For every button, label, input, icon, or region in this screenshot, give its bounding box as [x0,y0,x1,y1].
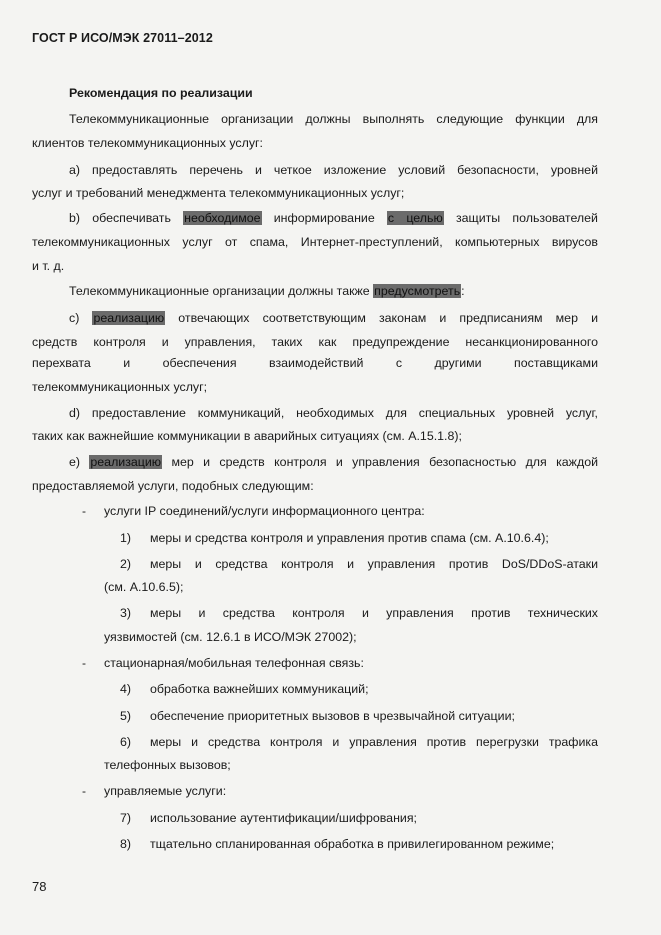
item-e-line2: предоставляемой услуги, подобных следующим: [32,479,314,493]
item-c-line1 [69,310,598,326]
list-text-4: обработка важнейших коммуникаций; [150,682,369,696]
item-c-prefix: с) [69,311,80,325]
section-title: Рекомендация по реализации [69,86,253,100]
list-item-6 [120,734,150,750]
para2-text: Телекоммуникационные организации должны также [69,284,370,298]
item-d-line2: таких как важнейшие коммуникации в аварийных ситуациях (см. А.15.1.8); [32,429,462,443]
list-text-7: использование аутентификации/шифрования; [150,811,417,825]
list-text-3-line1: меры и средства контроля и управления против технических [150,606,598,620]
dash-bullet-2: - [82,656,86,670]
item-b-text-3: защиты пользователей [455,211,598,225]
para2-line [69,283,465,299]
highlight-3: предусмотреть [374,284,461,298]
page-number: 78 [32,879,47,894]
item-d-line1: d) предоставление коммуникаций, необходимых для специальных уровней услуг, [69,406,598,420]
list-text-2-line2: (см. А.10.6.5); [104,580,184,594]
list-item-1 [120,530,549,546]
group3-title: управляемые услуги: [104,784,227,798]
item-b-line3: и т. д. [32,259,65,273]
item-c-line4: телекоммуникационных услуг; [32,380,208,394]
list-item-4 [120,681,369,697]
highlight-2: с целью [387,211,443,225]
list-number-3: 3) [120,606,132,620]
list-number-2: 2) [120,557,132,571]
para2-colon: : [461,284,465,298]
highlight-5: реализацию [90,455,162,469]
list-number-7: 7) [120,811,132,825]
list-item-3 [120,605,150,621]
list-number-8: 8) [120,837,132,851]
list-number-1: 1) [120,531,132,545]
list-number-4: 4) [120,682,132,696]
list-text-6-line2: телефонных вызовов; [104,758,231,772]
list-text-3-line2: уязвимостей (см. 12.6.1 в ИСО/МЭК 27002); [104,630,357,644]
list-text-6-line1: меры и средства контроля и управления против перегрузки трафика [150,735,598,749]
item-c-line3: перехвата и обеспечения взаимодействий с другими поставщиками [32,356,598,370]
para1-line2: клиентов телекоммуникационных услуг: [32,136,263,150]
para1-line1: Телекоммуникационные организации должны выполнять следующие функции для [69,112,598,126]
item-e-prefix: е) [69,455,81,469]
list-number-6: 6) [120,735,132,749]
item-b-text-1: b) обеспечивать [69,211,171,225]
item-b-line1 [69,210,598,226]
list-item-8 [120,836,554,852]
item-c-rest: отвечающих соответствующим законам и предписаниям мер и [178,311,598,325]
group2-title: стационарная/мобильная телефонная связь: [104,656,364,670]
item-a-line2: услуг и требований менеджмента телекоммуникационных услуг; [32,186,405,200]
list-item-5 [120,708,515,724]
item-e-rest: мер и средств контроля и управления безопасностью для каждой [171,455,599,469]
dash-bullet-1: - [82,504,86,518]
highlight-4: реализацию [93,311,165,325]
list-text-1: меры и средства контроля и управления против спама (см. А.10.6.4); [150,531,549,545]
list-item-7 [120,810,417,826]
document-header: ГОСТ Р ИСО/МЭК 27011–2012 [32,31,213,45]
highlight-1: необходимое [184,211,261,225]
list-text-5: обеспечение приоритетных вызовов в чрезвычайной ситуации; [150,709,515,723]
list-text-8: тщательно спланированная обработка в привилегированном режиме; [150,837,555,851]
list-number-5: 5) [120,709,132,723]
dash-bullet-3: - [82,784,86,798]
item-a-line1: а) предоставлять перечень и четкое изложение условий безопасности, уровней [69,163,598,177]
item-b-text-2: информирование [273,211,375,225]
item-c-line2: средств контроля и управления, таких как предупреждение несанкционированного [32,335,598,349]
list-text-2-line1: меры и средства контроля и управления против DoS/DDoS-атаки [150,557,598,571]
item-e-line1 [69,454,598,470]
group1-title: услуги IP соединений/услуги информационного центра: [104,504,425,518]
item-b-line2: телекоммуникационных услуг от спама, Интернет-преступлений, компьютерных вирусов [32,235,598,249]
